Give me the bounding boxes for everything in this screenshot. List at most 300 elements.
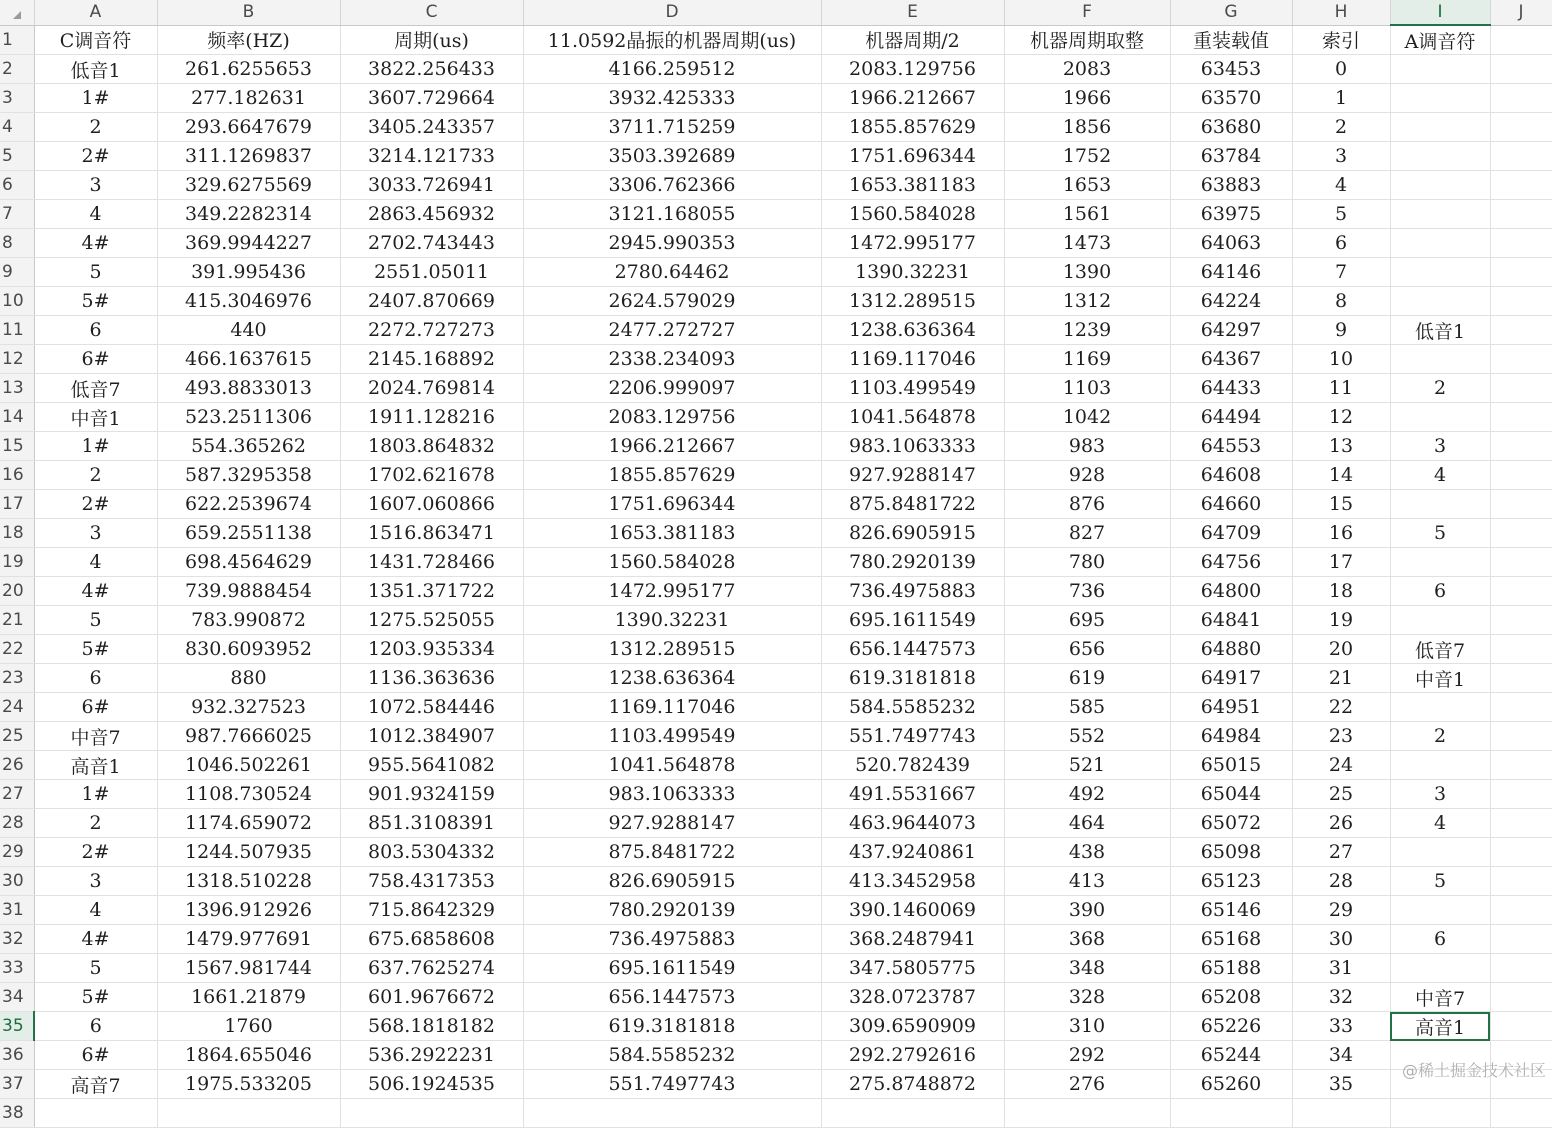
- cell-d34[interactable]: 656.1447573: [523, 983, 821, 1012]
- cell-i15[interactable]: 3: [1390, 432, 1490, 461]
- cell-j25[interactable]: [1490, 722, 1552, 751]
- cell-d5[interactable]: 3503.392689: [523, 142, 821, 171]
- cell-i1[interactable]: A调音符: [1390, 25, 1490, 55]
- cell-g35[interactable]: 65226: [1170, 1012, 1292, 1041]
- column-header-c[interactable]: C: [340, 0, 523, 25]
- cell-j10[interactable]: [1490, 287, 1552, 316]
- cell-b15[interactable]: 554.365262: [157, 432, 340, 461]
- cell-a23[interactable]: 6: [34, 664, 157, 693]
- cell-f3[interactable]: 1966: [1004, 84, 1170, 113]
- cell-b4[interactable]: 293.6647679: [157, 113, 340, 142]
- cell-a24[interactable]: 6#: [34, 693, 157, 722]
- cell-b17[interactable]: 622.2539674: [157, 490, 340, 519]
- cell-j21[interactable]: [1490, 606, 1552, 635]
- cell-b24[interactable]: 932.327523: [157, 693, 340, 722]
- cell-b20[interactable]: 739.9888454: [157, 577, 340, 606]
- cell-g2[interactable]: 63453: [1170, 55, 1292, 84]
- cell-b8[interactable]: 369.9944227: [157, 229, 340, 258]
- cell-a28[interactable]: 2: [34, 809, 157, 838]
- cell-j17[interactable]: [1490, 490, 1552, 519]
- cell-j16[interactable]: [1490, 461, 1552, 490]
- cell-e3[interactable]: 1966.212667: [821, 84, 1004, 113]
- cell-b13[interactable]: 493.8833013: [157, 374, 340, 403]
- cell-c11[interactable]: 2272.727273: [340, 316, 523, 345]
- cell-c28[interactable]: 851.3108391: [340, 809, 523, 838]
- cell-g1[interactable]: 重装载值: [1170, 25, 1292, 55]
- row-header[interactable]: 4: [0, 113, 34, 142]
- column-header-a[interactable]: A: [34, 0, 157, 25]
- cell-i31[interactable]: [1390, 896, 1490, 925]
- cell-c38[interactable]: [340, 1099, 523, 1128]
- cell-j12[interactable]: [1490, 345, 1552, 374]
- row-header[interactable]: 24: [0, 693, 34, 722]
- cell-c12[interactable]: 2145.168892: [340, 345, 523, 374]
- cell-e15[interactable]: 983.1063333: [821, 432, 1004, 461]
- cell-e27[interactable]: 491.5531667: [821, 780, 1004, 809]
- cell-i25[interactable]: 2: [1390, 722, 1490, 751]
- cell-f24[interactable]: 585: [1004, 693, 1170, 722]
- cell-c15[interactable]: 1803.864832: [340, 432, 523, 461]
- cell-e1[interactable]: 机器周期/2: [821, 25, 1004, 55]
- cell-b36[interactable]: 1864.655046: [157, 1041, 340, 1070]
- cell-b27[interactable]: 1108.730524: [157, 780, 340, 809]
- cell-f20[interactable]: 736: [1004, 577, 1170, 606]
- cell-g29[interactable]: 65098: [1170, 838, 1292, 867]
- row-header[interactable]: 7: [0, 200, 34, 229]
- row-header[interactable]: 36: [0, 1041, 34, 1070]
- cell-h28[interactable]: 26: [1292, 809, 1390, 838]
- cell-a2[interactable]: 低音1: [34, 55, 157, 84]
- cell-b32[interactable]: 1479.977691: [157, 925, 340, 954]
- cell-b23[interactable]: 880: [157, 664, 340, 693]
- row-header[interactable]: 27: [0, 780, 34, 809]
- cell-i28[interactable]: 4: [1390, 809, 1490, 838]
- column-header-d[interactable]: D: [523, 0, 821, 25]
- cell-j24[interactable]: [1490, 693, 1552, 722]
- cell-e8[interactable]: 1472.995177: [821, 229, 1004, 258]
- cell-c14[interactable]: 1911.128216: [340, 403, 523, 432]
- cell-a32[interactable]: 4#: [34, 925, 157, 954]
- row-header[interactable]: 14: [0, 403, 34, 432]
- cell-d4[interactable]: 3711.715259: [523, 113, 821, 142]
- cell-j13[interactable]: [1490, 374, 1552, 403]
- cell-c30[interactable]: 758.4317353: [340, 867, 523, 896]
- cell-e34[interactable]: 328.0723787: [821, 983, 1004, 1012]
- cell-a20[interactable]: 4#: [34, 577, 157, 606]
- cell-j11[interactable]: [1490, 316, 1552, 345]
- cell-h31[interactable]: 29: [1292, 896, 1390, 925]
- cell-h26[interactable]: 24: [1292, 751, 1390, 780]
- cell-i3[interactable]: [1390, 84, 1490, 113]
- cell-f8[interactable]: 1473: [1004, 229, 1170, 258]
- cell-b7[interactable]: 349.2282314: [157, 200, 340, 229]
- cell-c18[interactable]: 1516.863471: [340, 519, 523, 548]
- cell-e4[interactable]: 1855.857629: [821, 113, 1004, 142]
- cell-c19[interactable]: 1431.728466: [340, 548, 523, 577]
- cell-f15[interactable]: 983: [1004, 432, 1170, 461]
- cell-a31[interactable]: 4: [34, 896, 157, 925]
- cell-g37[interactable]: 65260: [1170, 1070, 1292, 1099]
- column-header-j[interactable]: J: [1490, 0, 1552, 25]
- cell-f19[interactable]: 780: [1004, 548, 1170, 577]
- cell-g18[interactable]: 64709: [1170, 519, 1292, 548]
- cell-f25[interactable]: 552: [1004, 722, 1170, 751]
- row-header[interactable]: 20: [0, 577, 34, 606]
- cell-a22[interactable]: 5#: [34, 635, 157, 664]
- cell-i24[interactable]: [1390, 693, 1490, 722]
- row-header[interactable]: 2: [0, 55, 34, 84]
- cell-c32[interactable]: 675.6858608: [340, 925, 523, 954]
- cell-b34[interactable]: 1661.21879: [157, 983, 340, 1012]
- cell-i23[interactable]: 中音1: [1390, 664, 1490, 693]
- cell-g36[interactable]: 65244: [1170, 1041, 1292, 1070]
- cell-i7[interactable]: [1390, 200, 1490, 229]
- row-header[interactable]: 21: [0, 606, 34, 635]
- cell-j14[interactable]: [1490, 403, 1552, 432]
- cell-d21[interactable]: 1390.32231: [523, 606, 821, 635]
- cell-a33[interactable]: 5: [34, 954, 157, 983]
- cell-a36[interactable]: 6#: [34, 1041, 157, 1070]
- cell-i5[interactable]: [1390, 142, 1490, 171]
- cell-d10[interactable]: 2624.579029: [523, 287, 821, 316]
- cell-c13[interactable]: 2024.769814: [340, 374, 523, 403]
- cell-f9[interactable]: 1390: [1004, 258, 1170, 287]
- row-header[interactable]: 8: [0, 229, 34, 258]
- cell-b3[interactable]: 277.182631: [157, 84, 340, 113]
- cell-e36[interactable]: 292.2792616: [821, 1041, 1004, 1070]
- cell-e33[interactable]: 347.5805775: [821, 954, 1004, 983]
- cell-g21[interactable]: 64841: [1170, 606, 1292, 635]
- cell-e12[interactable]: 1169.117046: [821, 345, 1004, 374]
- cell-d14[interactable]: 2083.129756: [523, 403, 821, 432]
- row-header[interactable]: 17: [0, 490, 34, 519]
- column-header-i[interactable]: I: [1390, 0, 1490, 25]
- cell-e26[interactable]: 520.782439: [821, 751, 1004, 780]
- cell-e24[interactable]: 584.5585232: [821, 693, 1004, 722]
- cell-h17[interactable]: 15: [1292, 490, 1390, 519]
- cell-b38[interactable]: [157, 1099, 340, 1128]
- cell-g31[interactable]: 65146: [1170, 896, 1292, 925]
- row-header[interactable]: 10: [0, 287, 34, 316]
- cell-e9[interactable]: 1390.32231: [821, 258, 1004, 287]
- cell-a30[interactable]: 3: [34, 867, 157, 896]
- cell-i26[interactable]: [1390, 751, 1490, 780]
- cell-a21[interactable]: 5: [34, 606, 157, 635]
- cell-h20[interactable]: 18: [1292, 577, 1390, 606]
- cell-g5[interactable]: 63784: [1170, 142, 1292, 171]
- cell-a3[interactable]: 1#: [34, 84, 157, 113]
- cell-i35[interactable]: 高音1: [1390, 1012, 1490, 1041]
- row-header[interactable]: 31: [0, 896, 34, 925]
- cell-h5[interactable]: 3: [1292, 142, 1390, 171]
- cell-d8[interactable]: 2945.990353: [523, 229, 821, 258]
- cell-h15[interactable]: 13: [1292, 432, 1390, 461]
- cell-c17[interactable]: 1607.060866: [340, 490, 523, 519]
- cell-b33[interactable]: 1567.981744: [157, 954, 340, 983]
- cell-b30[interactable]: 1318.510228: [157, 867, 340, 896]
- cell-f12[interactable]: 1169: [1004, 345, 1170, 374]
- cell-g20[interactable]: 64800: [1170, 577, 1292, 606]
- cell-a35[interactable]: 6: [34, 1012, 157, 1041]
- cell-f5[interactable]: 1752: [1004, 142, 1170, 171]
- cell-b22[interactable]: 830.6093952: [157, 635, 340, 664]
- cell-a15[interactable]: 1#: [34, 432, 157, 461]
- cell-d26[interactable]: 1041.564878: [523, 751, 821, 780]
- cell-a5[interactable]: 2#: [34, 142, 157, 171]
- cell-j20[interactable]: [1490, 577, 1552, 606]
- cell-c20[interactable]: 1351.371722: [340, 577, 523, 606]
- cell-f2[interactable]: 2083: [1004, 55, 1170, 84]
- cell-h27[interactable]: 25: [1292, 780, 1390, 809]
- cell-c3[interactable]: 3607.729664: [340, 84, 523, 113]
- cell-f29[interactable]: 438: [1004, 838, 1170, 867]
- cell-d9[interactable]: 2780.64462: [523, 258, 821, 287]
- cell-f26[interactable]: 521: [1004, 751, 1170, 780]
- cell-b25[interactable]: 987.7666025: [157, 722, 340, 751]
- cell-c2[interactable]: 3822.256433: [340, 55, 523, 84]
- cell-h38[interactable]: [1292, 1099, 1390, 1128]
- cell-i17[interactable]: [1390, 490, 1490, 519]
- cell-i34[interactable]: 中音7: [1390, 983, 1490, 1012]
- cell-e14[interactable]: 1041.564878: [821, 403, 1004, 432]
- cell-h30[interactable]: 28: [1292, 867, 1390, 896]
- cell-a29[interactable]: 2#: [34, 838, 157, 867]
- row-header[interactable]: 16: [0, 461, 34, 490]
- cell-f7[interactable]: 1561: [1004, 200, 1170, 229]
- cell-c26[interactable]: 955.5641082: [340, 751, 523, 780]
- cell-c21[interactable]: 1275.525055: [340, 606, 523, 635]
- cell-g19[interactable]: 64756: [1170, 548, 1292, 577]
- cell-b2[interactable]: 261.6255653: [157, 55, 340, 84]
- cell-c23[interactable]: 1136.363636: [340, 664, 523, 693]
- cell-g28[interactable]: 65072: [1170, 809, 1292, 838]
- cell-c34[interactable]: 601.9676672: [340, 983, 523, 1012]
- cell-g15[interactable]: 64553: [1170, 432, 1292, 461]
- cell-a12[interactable]: 6#: [34, 345, 157, 374]
- cell-e30[interactable]: 413.3452958: [821, 867, 1004, 896]
- cell-g12[interactable]: 64367: [1170, 345, 1292, 374]
- cell-g9[interactable]: 64146: [1170, 258, 1292, 287]
- row-header[interactable]: 38: [0, 1099, 34, 1128]
- row-header[interactable]: 29: [0, 838, 34, 867]
- cell-j31[interactable]: [1490, 896, 1552, 925]
- cell-h21[interactable]: 19: [1292, 606, 1390, 635]
- cell-e38[interactable]: [821, 1099, 1004, 1128]
- cell-b18[interactable]: 659.2551138: [157, 519, 340, 548]
- cell-c6[interactable]: 3033.726941: [340, 171, 523, 200]
- cell-f13[interactable]: 1103: [1004, 374, 1170, 403]
- cell-h8[interactable]: 6: [1292, 229, 1390, 258]
- cell-g11[interactable]: 64297: [1170, 316, 1292, 345]
- cell-g3[interactable]: 63570: [1170, 84, 1292, 113]
- cell-h9[interactable]: 7: [1292, 258, 1390, 287]
- cell-b35[interactable]: 1760: [157, 1012, 340, 1041]
- cell-d13[interactable]: 2206.999097: [523, 374, 821, 403]
- cell-d16[interactable]: 1855.857629: [523, 461, 821, 490]
- cell-d17[interactable]: 1751.696344: [523, 490, 821, 519]
- cell-e35[interactable]: 309.6590909: [821, 1012, 1004, 1041]
- cell-b29[interactable]: 1244.507935: [157, 838, 340, 867]
- cell-c35[interactable]: 568.1818182: [340, 1012, 523, 1041]
- cell-e6[interactable]: 1653.381183: [821, 171, 1004, 200]
- cell-j27[interactable]: [1490, 780, 1552, 809]
- cell-e31[interactable]: 390.1460069: [821, 896, 1004, 925]
- cell-i32[interactable]: 6: [1390, 925, 1490, 954]
- row-header[interactable]: 15: [0, 432, 34, 461]
- cell-j35[interactable]: [1490, 1012, 1552, 1041]
- cell-a37[interactable]: 高音7: [34, 1070, 157, 1099]
- cell-h32[interactable]: 30: [1292, 925, 1390, 954]
- cell-a4[interactable]: 2: [34, 113, 157, 142]
- cell-j19[interactable]: [1490, 548, 1552, 577]
- cell-e5[interactable]: 1751.696344: [821, 142, 1004, 171]
- cell-i19[interactable]: [1390, 548, 1490, 577]
- cell-h12[interactable]: 10: [1292, 345, 1390, 374]
- cell-g38[interactable]: [1170, 1099, 1292, 1128]
- cell-f17[interactable]: 876: [1004, 490, 1170, 519]
- cell-g24[interactable]: 64951: [1170, 693, 1292, 722]
- cell-a26[interactable]: 高音1: [34, 751, 157, 780]
- cell-a13[interactable]: 低音7: [34, 374, 157, 403]
- cell-g6[interactable]: 63883: [1170, 171, 1292, 200]
- cell-h3[interactable]: 1: [1292, 84, 1390, 113]
- row-header[interactable]: 35: [0, 1012, 34, 1041]
- cell-h14[interactable]: 12: [1292, 403, 1390, 432]
- cell-d33[interactable]: 695.1611549: [523, 954, 821, 983]
- cell-f33[interactable]: 348: [1004, 954, 1170, 983]
- cell-j32[interactable]: [1490, 925, 1552, 954]
- cell-j28[interactable]: [1490, 809, 1552, 838]
- cell-h37[interactable]: 35: [1292, 1070, 1390, 1099]
- cell-a8[interactable]: 4#: [34, 229, 157, 258]
- cell-i14[interactable]: [1390, 403, 1490, 432]
- cell-e16[interactable]: 927.9288147: [821, 461, 1004, 490]
- cell-a6[interactable]: 3: [34, 171, 157, 200]
- cell-h6[interactable]: 4: [1292, 171, 1390, 200]
- cell-b1[interactable]: 频率(HZ): [157, 25, 340, 55]
- cell-j23[interactable]: [1490, 664, 1552, 693]
- cell-h22[interactable]: 20: [1292, 635, 1390, 664]
- cell-g25[interactable]: 64984: [1170, 722, 1292, 751]
- cell-e21[interactable]: 695.1611549: [821, 606, 1004, 635]
- cell-e2[interactable]: 2083.129756: [821, 55, 1004, 84]
- cell-h18[interactable]: 16: [1292, 519, 1390, 548]
- cell-g16[interactable]: 64608: [1170, 461, 1292, 490]
- cell-e10[interactable]: 1312.289515: [821, 287, 1004, 316]
- cell-j1[interactable]: [1490, 25, 1552, 55]
- cell-a1[interactable]: C调音符: [34, 25, 157, 55]
- cell-i27[interactable]: 3: [1390, 780, 1490, 809]
- cell-d28[interactable]: 927.9288147: [523, 809, 821, 838]
- cell-h23[interactable]: 21: [1292, 664, 1390, 693]
- cell-e11[interactable]: 1238.636364: [821, 316, 1004, 345]
- cell-g13[interactable]: 64433: [1170, 374, 1292, 403]
- column-header-h[interactable]: H: [1292, 0, 1390, 25]
- cell-f1[interactable]: 机器周期取整: [1004, 25, 1170, 55]
- cell-g33[interactable]: 65188: [1170, 954, 1292, 983]
- cell-d36[interactable]: 584.5585232: [523, 1041, 821, 1070]
- cell-i22[interactable]: 低音7: [1390, 635, 1490, 664]
- cell-b31[interactable]: 1396.912926: [157, 896, 340, 925]
- cell-i29[interactable]: [1390, 838, 1490, 867]
- cell-j8[interactable]: [1490, 229, 1552, 258]
- cell-a38[interactable]: [34, 1099, 157, 1128]
- cell-b16[interactable]: 587.3295358: [157, 461, 340, 490]
- cell-d15[interactable]: 1966.212667: [523, 432, 821, 461]
- cell-h36[interactable]: 34: [1292, 1041, 1390, 1070]
- cell-i6[interactable]: [1390, 171, 1490, 200]
- column-header-f[interactable]: F: [1004, 0, 1170, 25]
- cell-d6[interactable]: 3306.762366: [523, 171, 821, 200]
- cell-d29[interactable]: 875.8481722: [523, 838, 821, 867]
- cell-c10[interactable]: 2407.870669: [340, 287, 523, 316]
- row-header[interactable]: 1: [0, 25, 34, 55]
- cell-j6[interactable]: [1490, 171, 1552, 200]
- row-header[interactable]: 19: [0, 548, 34, 577]
- cell-f23[interactable]: 619: [1004, 664, 1170, 693]
- cell-b37[interactable]: 1975.533205: [157, 1070, 340, 1099]
- cell-i38[interactable]: [1390, 1099, 1490, 1128]
- cell-b19[interactable]: 698.4564629: [157, 548, 340, 577]
- cell-h29[interactable]: 27: [1292, 838, 1390, 867]
- cell-h34[interactable]: 32: [1292, 983, 1390, 1012]
- cell-j15[interactable]: [1490, 432, 1552, 461]
- cell-j26[interactable]: [1490, 751, 1552, 780]
- cell-j29[interactable]: [1490, 838, 1552, 867]
- cell-j34[interactable]: [1490, 983, 1552, 1012]
- cell-b6[interactable]: 329.6275569: [157, 171, 340, 200]
- select-all-corner[interactable]: [0, 0, 34, 25]
- cell-i33[interactable]: [1390, 954, 1490, 983]
- cell-i30[interactable]: 5: [1390, 867, 1490, 896]
- cell-f27[interactable]: 492: [1004, 780, 1170, 809]
- cell-c9[interactable]: 2551.05011: [340, 258, 523, 287]
- cell-i9[interactable]: [1390, 258, 1490, 287]
- cell-j4[interactable]: [1490, 113, 1552, 142]
- row-header[interactable]: 13: [0, 374, 34, 403]
- row-header[interactable]: 23: [0, 664, 34, 693]
- cell-i18[interactable]: 5: [1390, 519, 1490, 548]
- row-header[interactable]: 3: [0, 84, 34, 113]
- cell-g26[interactable]: 65015: [1170, 751, 1292, 780]
- cell-c31[interactable]: 715.8642329: [340, 896, 523, 925]
- cell-g30[interactable]: 65123: [1170, 867, 1292, 896]
- cell-f30[interactable]: 413: [1004, 867, 1170, 896]
- cell-a27[interactable]: 1#: [34, 780, 157, 809]
- cell-b21[interactable]: 783.990872: [157, 606, 340, 635]
- cell-h19[interactable]: 17: [1292, 548, 1390, 577]
- cell-e13[interactable]: 1103.499549: [821, 374, 1004, 403]
- row-header[interactable]: 37: [0, 1070, 34, 1099]
- cell-c29[interactable]: 803.5304332: [340, 838, 523, 867]
- cell-i11[interactable]: 低音1: [1390, 316, 1490, 345]
- cell-d18[interactable]: 1653.381183: [523, 519, 821, 548]
- cell-d27[interactable]: 983.1063333: [523, 780, 821, 809]
- cell-a19[interactable]: 4: [34, 548, 157, 577]
- cell-j2[interactable]: [1490, 55, 1552, 84]
- cell-j22[interactable]: [1490, 635, 1552, 664]
- cell-e28[interactable]: 463.9644073: [821, 809, 1004, 838]
- cell-i10[interactable]: [1390, 287, 1490, 316]
- cell-c8[interactable]: 2702.743443: [340, 229, 523, 258]
- cell-d38[interactable]: [523, 1099, 821, 1128]
- cell-g32[interactable]: 65168: [1170, 925, 1292, 954]
- cell-d3[interactable]: 3932.425333: [523, 84, 821, 113]
- cell-e23[interactable]: 619.3181818: [821, 664, 1004, 693]
- cell-j18[interactable]: [1490, 519, 1552, 548]
- cell-c24[interactable]: 1072.584446: [340, 693, 523, 722]
- cell-c7[interactable]: 2863.456932: [340, 200, 523, 229]
